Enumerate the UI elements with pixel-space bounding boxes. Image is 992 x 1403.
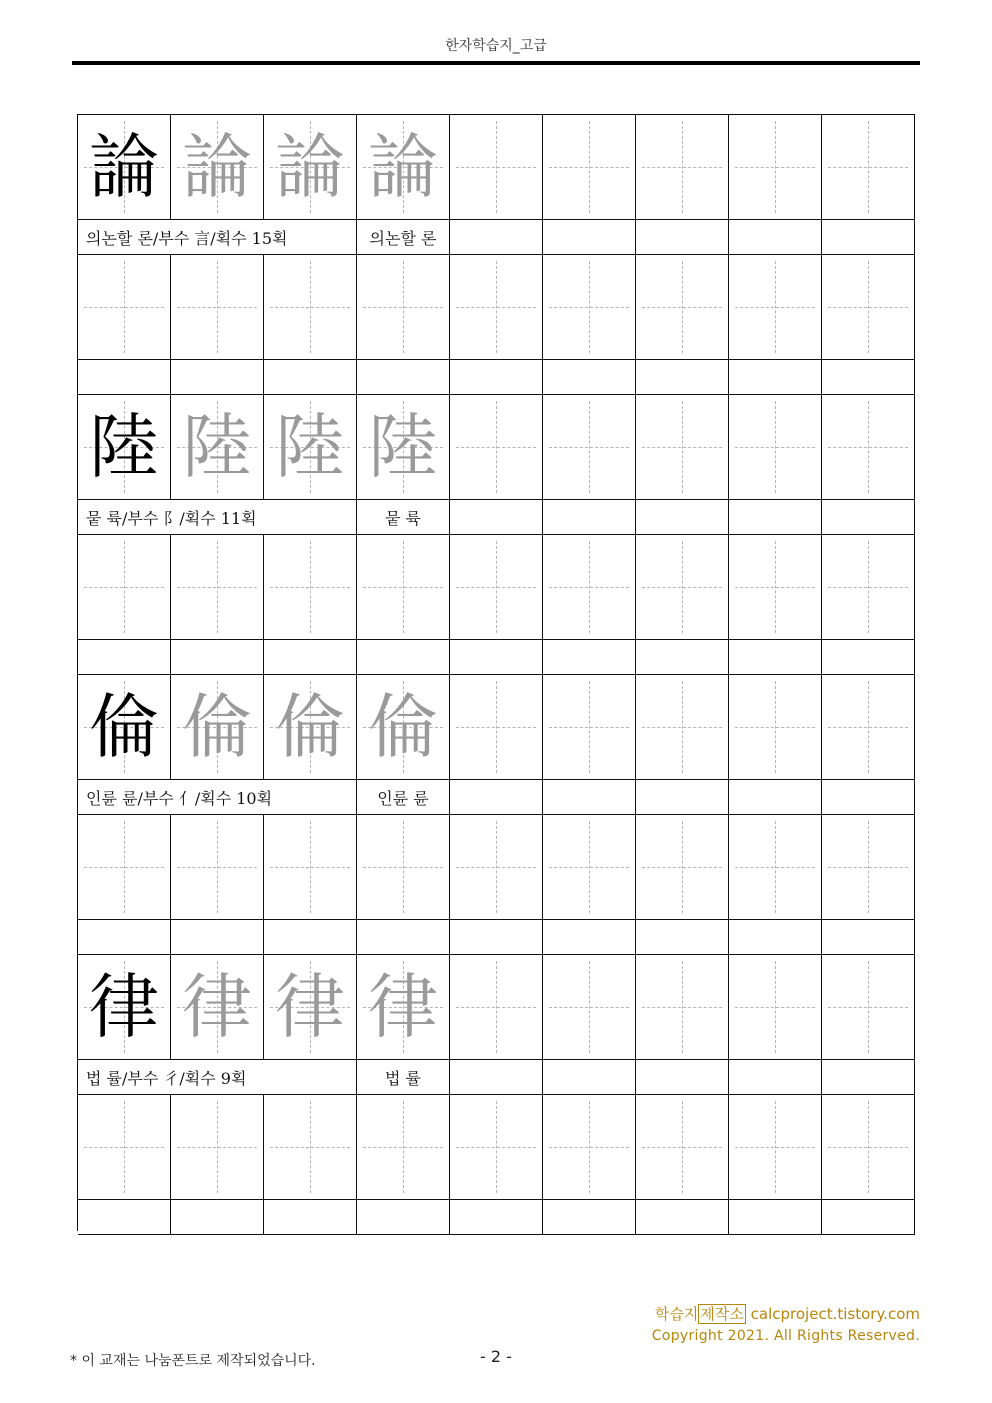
practice-cell — [450, 1095, 543, 1200]
guide-line-horizontal — [642, 307, 722, 308]
model-character: 論 — [89, 126, 159, 208]
label-cell — [636, 1200, 729, 1235]
guide-line-horizontal — [363, 1147, 443, 1148]
label-cell — [822, 1200, 915, 1235]
label-cell — [450, 780, 543, 815]
label-cell — [543, 1200, 636, 1235]
label-cell — [357, 640, 450, 675]
practice-cell — [171, 535, 264, 640]
guide-line-horizontal — [177, 867, 257, 868]
writing-cell — [543, 395, 636, 500]
practice-cell — [822, 815, 915, 920]
character-reading: 인륜 륜 — [377, 788, 429, 808]
brand-footer — [655, 1303, 920, 1324]
label-cell — [729, 1200, 822, 1235]
label-cell — [729, 920, 822, 955]
practice-cell — [78, 815, 171, 920]
practice-grid — [77, 114, 915, 1231]
practice-cell — [543, 1095, 636, 1200]
label-cell — [450, 500, 543, 535]
practice-cell — [822, 255, 915, 360]
writing-cell — [357, 955, 450, 1060]
writing-cell — [636, 675, 729, 780]
practice-cell — [264, 535, 357, 640]
label-cell — [636, 220, 729, 255]
label-cell — [450, 920, 543, 955]
label-cell — [729, 500, 822, 535]
label-cell — [636, 360, 729, 395]
writing-cell — [171, 395, 264, 500]
character-info: 의논할 론/부수 言/획수 15획 — [86, 228, 288, 248]
writing-cell — [357, 675, 450, 780]
writing-cell — [357, 115, 450, 220]
guide-line-horizontal — [735, 867, 815, 868]
label-cell — [543, 640, 636, 675]
label-cell — [822, 500, 915, 535]
guide-line-horizontal — [270, 307, 350, 308]
label-cell — [171, 360, 264, 395]
guide-line-horizontal — [363, 867, 443, 868]
guide-line-horizontal — [828, 307, 908, 308]
guide-line-horizontal — [456, 587, 536, 588]
trace-character: 論 — [275, 126, 345, 208]
writing-cell — [450, 115, 543, 220]
label-cell — [171, 1200, 264, 1235]
writing-cell — [264, 395, 357, 500]
practice-cell — [450, 535, 543, 640]
label-cell — [450, 640, 543, 675]
trace-character: 陸 — [182, 406, 252, 488]
writing-cell — [636, 115, 729, 220]
guide-line-horizontal — [828, 167, 908, 168]
reading-cell — [357, 1060, 450, 1095]
guide-line-horizontal — [456, 1147, 536, 1148]
label-cell — [450, 360, 543, 395]
writing-cell — [78, 395, 171, 500]
guide-line-horizontal — [735, 1147, 815, 1148]
writing-cell — [822, 955, 915, 1060]
writing-cell — [450, 395, 543, 500]
writing-cell — [822, 115, 915, 220]
practice-cell — [636, 815, 729, 920]
guide-line-horizontal — [642, 587, 722, 588]
guide-line-horizontal — [735, 1007, 815, 1008]
writing-cell — [78, 675, 171, 780]
reading-cell — [357, 780, 450, 815]
character-info: 법 률/부수 彳/획수 9획 — [86, 1068, 247, 1088]
label-cell — [264, 920, 357, 955]
guide-line-horizontal — [549, 167, 629, 168]
label-cell — [636, 500, 729, 535]
guide-line-horizontal — [84, 1147, 164, 1148]
guide-line-horizontal — [828, 1147, 908, 1148]
label-cell — [636, 640, 729, 675]
label-cell — [171, 640, 264, 675]
practice-cell — [822, 535, 915, 640]
practice-cell — [78, 1095, 171, 1200]
writing-cell — [543, 115, 636, 220]
guide-line-horizontal — [177, 1147, 257, 1148]
label-cell — [822, 780, 915, 815]
character-info: 인륜 륜/부수 亻/획수 10획 — [86, 788, 273, 808]
brand-prefix: 학습지 — [654, 1305, 699, 1323]
character-info-cell — [78, 500, 357, 535]
trace-character: 律 — [368, 966, 438, 1048]
copyright-text: Copyright 2021. All Rights Reserved. — [651, 1328, 920, 1344]
label-cell — [822, 360, 915, 395]
guide-line-horizontal — [735, 167, 815, 168]
label-cell — [78, 920, 171, 955]
writing-cell — [264, 955, 357, 1060]
writing-cell — [729, 115, 822, 220]
writing-cell — [450, 955, 543, 1060]
guide-line-horizontal — [642, 727, 722, 728]
practice-cell — [264, 255, 357, 360]
guide-line-horizontal — [456, 167, 536, 168]
model-character: 陸 — [89, 406, 159, 488]
practice-cell — [357, 1095, 450, 1200]
brand-boxed: 제작소 — [700, 1305, 744, 1323]
page-header-title: 한자학습지_고급 — [445, 38, 547, 54]
trace-character: 律 — [275, 966, 345, 1048]
brand-site-link[interactable]: calcproject.tistory.com — [750, 1305, 920, 1323]
practice-cell — [543, 535, 636, 640]
model-character: 律 — [89, 966, 159, 1048]
practice-cell — [264, 815, 357, 920]
label-cell — [171, 920, 264, 955]
writing-cell — [822, 675, 915, 780]
label-cell — [264, 640, 357, 675]
label-cell — [636, 780, 729, 815]
guide-line-horizontal — [84, 587, 164, 588]
practice-cell — [450, 815, 543, 920]
writing-cell — [636, 955, 729, 1060]
practice-cell — [729, 255, 822, 360]
practice-cell — [543, 255, 636, 360]
reading-cell — [357, 500, 450, 535]
guide-line-horizontal — [84, 867, 164, 868]
practice-cell — [636, 535, 729, 640]
guide-line-horizontal — [270, 867, 350, 868]
guide-line-horizontal — [735, 447, 815, 448]
label-cell — [357, 920, 450, 955]
guide-line-horizontal — [735, 307, 815, 308]
label-cell — [822, 640, 915, 675]
character-reading: 뭍 륙 — [385, 508, 421, 528]
guide-line-horizontal — [549, 1007, 629, 1008]
practice-cell — [357, 535, 450, 640]
guide-line-horizontal — [549, 587, 629, 588]
trace-character: 陸 — [275, 406, 345, 488]
label-cell — [78, 1200, 171, 1235]
writing-cell — [636, 395, 729, 500]
trace-character: 倫 — [182, 686, 252, 768]
practice-cell — [78, 535, 171, 640]
guide-line-horizontal — [828, 1007, 908, 1008]
trace-character: 倫 — [368, 686, 438, 768]
label-cell — [543, 920, 636, 955]
practice-cell — [636, 1095, 729, 1200]
label-cell — [264, 360, 357, 395]
writing-cell — [357, 395, 450, 500]
writing-cell — [171, 955, 264, 1060]
trace-character: 律 — [182, 966, 252, 1048]
label-cell — [729, 360, 822, 395]
guide-line-horizontal — [549, 447, 629, 448]
practice-cell — [543, 815, 636, 920]
practice-cell — [636, 255, 729, 360]
label-cell — [264, 1200, 357, 1235]
label-cell — [543, 500, 636, 535]
writing-cell — [543, 955, 636, 1060]
guide-line-horizontal — [270, 1147, 350, 1148]
guide-line-horizontal — [642, 1007, 722, 1008]
label-cell — [822, 1060, 915, 1095]
label-cell — [729, 780, 822, 815]
label-cell — [78, 360, 171, 395]
label-cell — [729, 640, 822, 675]
trace-character: 陸 — [368, 406, 438, 488]
writing-cell — [78, 955, 171, 1060]
label-cell — [543, 1060, 636, 1095]
character-info-cell — [78, 220, 357, 255]
label-cell — [636, 1060, 729, 1095]
guide-line-horizontal — [828, 867, 908, 868]
character-info-cell — [78, 780, 357, 815]
guide-line-horizontal — [642, 167, 722, 168]
writing-cell — [822, 395, 915, 500]
label-cell — [729, 1060, 822, 1095]
practice-cell — [450, 255, 543, 360]
guide-line-horizontal — [642, 1147, 722, 1148]
trace-character: 論 — [368, 126, 438, 208]
guide-line-horizontal — [456, 307, 536, 308]
label-cell — [357, 1200, 450, 1235]
writing-cell — [543, 675, 636, 780]
trace-character: 論 — [182, 126, 252, 208]
label-cell — [822, 920, 915, 955]
practice-cell — [357, 815, 450, 920]
label-cell — [543, 220, 636, 255]
guide-line-horizontal — [549, 867, 629, 868]
guide-line-horizontal — [735, 727, 815, 728]
label-cell — [822, 220, 915, 255]
writing-cell — [729, 395, 822, 500]
guide-line-horizontal — [84, 307, 164, 308]
label-cell — [543, 360, 636, 395]
practice-cell — [171, 815, 264, 920]
guide-line-horizontal — [642, 447, 722, 448]
label-cell — [636, 920, 729, 955]
practice-cell — [729, 1095, 822, 1200]
header-rule — [72, 61, 920, 65]
trace-character: 倫 — [275, 686, 345, 768]
label-cell — [357, 360, 450, 395]
writing-cell — [78, 115, 171, 220]
guide-line-horizontal — [828, 447, 908, 448]
writing-cell — [729, 675, 822, 780]
label-cell — [450, 1060, 543, 1095]
practice-cell — [729, 815, 822, 920]
reading-cell — [357, 220, 450, 255]
guide-line-horizontal — [363, 587, 443, 588]
guide-line-horizontal — [456, 867, 536, 868]
guide-line-horizontal — [549, 1147, 629, 1148]
practice-cell — [171, 1095, 264, 1200]
guide-line-horizontal — [735, 587, 815, 588]
guide-line-horizontal — [549, 727, 629, 728]
label-cell — [450, 1200, 543, 1235]
guide-line-horizontal — [456, 447, 536, 448]
label-cell — [450, 220, 543, 255]
practice-cell — [729, 535, 822, 640]
practice-cell — [357, 255, 450, 360]
writing-cell — [171, 115, 264, 220]
guide-line-horizontal — [642, 867, 722, 868]
label-cell — [543, 780, 636, 815]
writing-cell — [171, 675, 264, 780]
character-reading: 법 률 — [385, 1068, 421, 1088]
guide-line-horizontal — [177, 587, 257, 588]
guide-line-horizontal — [270, 587, 350, 588]
character-reading: 의논할 론 — [369, 228, 437, 248]
writing-cell — [450, 675, 543, 780]
guide-line-horizontal — [363, 307, 443, 308]
label-cell — [78, 640, 171, 675]
writing-cell — [264, 115, 357, 220]
writing-cell — [729, 955, 822, 1060]
character-info: 뭍 륙/부수 阝/획수 11획 — [86, 508, 257, 528]
character-info-cell — [78, 1060, 357, 1095]
guide-line-horizontal — [828, 727, 908, 728]
practice-cell — [822, 1095, 915, 1200]
model-character: 倫 — [89, 686, 159, 768]
practice-cell — [171, 255, 264, 360]
writing-cell — [264, 675, 357, 780]
guide-line-horizontal — [549, 307, 629, 308]
guide-line-horizontal — [177, 307, 257, 308]
guide-line-horizontal — [456, 1007, 536, 1008]
practice-cell — [264, 1095, 357, 1200]
font-footnote: * 이 교재는 나눔폰트로 제작되었습니다. — [70, 1353, 316, 1369]
practice-cell — [78, 255, 171, 360]
label-cell — [729, 220, 822, 255]
guide-line-horizontal — [456, 727, 536, 728]
page-number: - 2 - — [480, 1347, 512, 1366]
guide-line-horizontal — [828, 587, 908, 588]
